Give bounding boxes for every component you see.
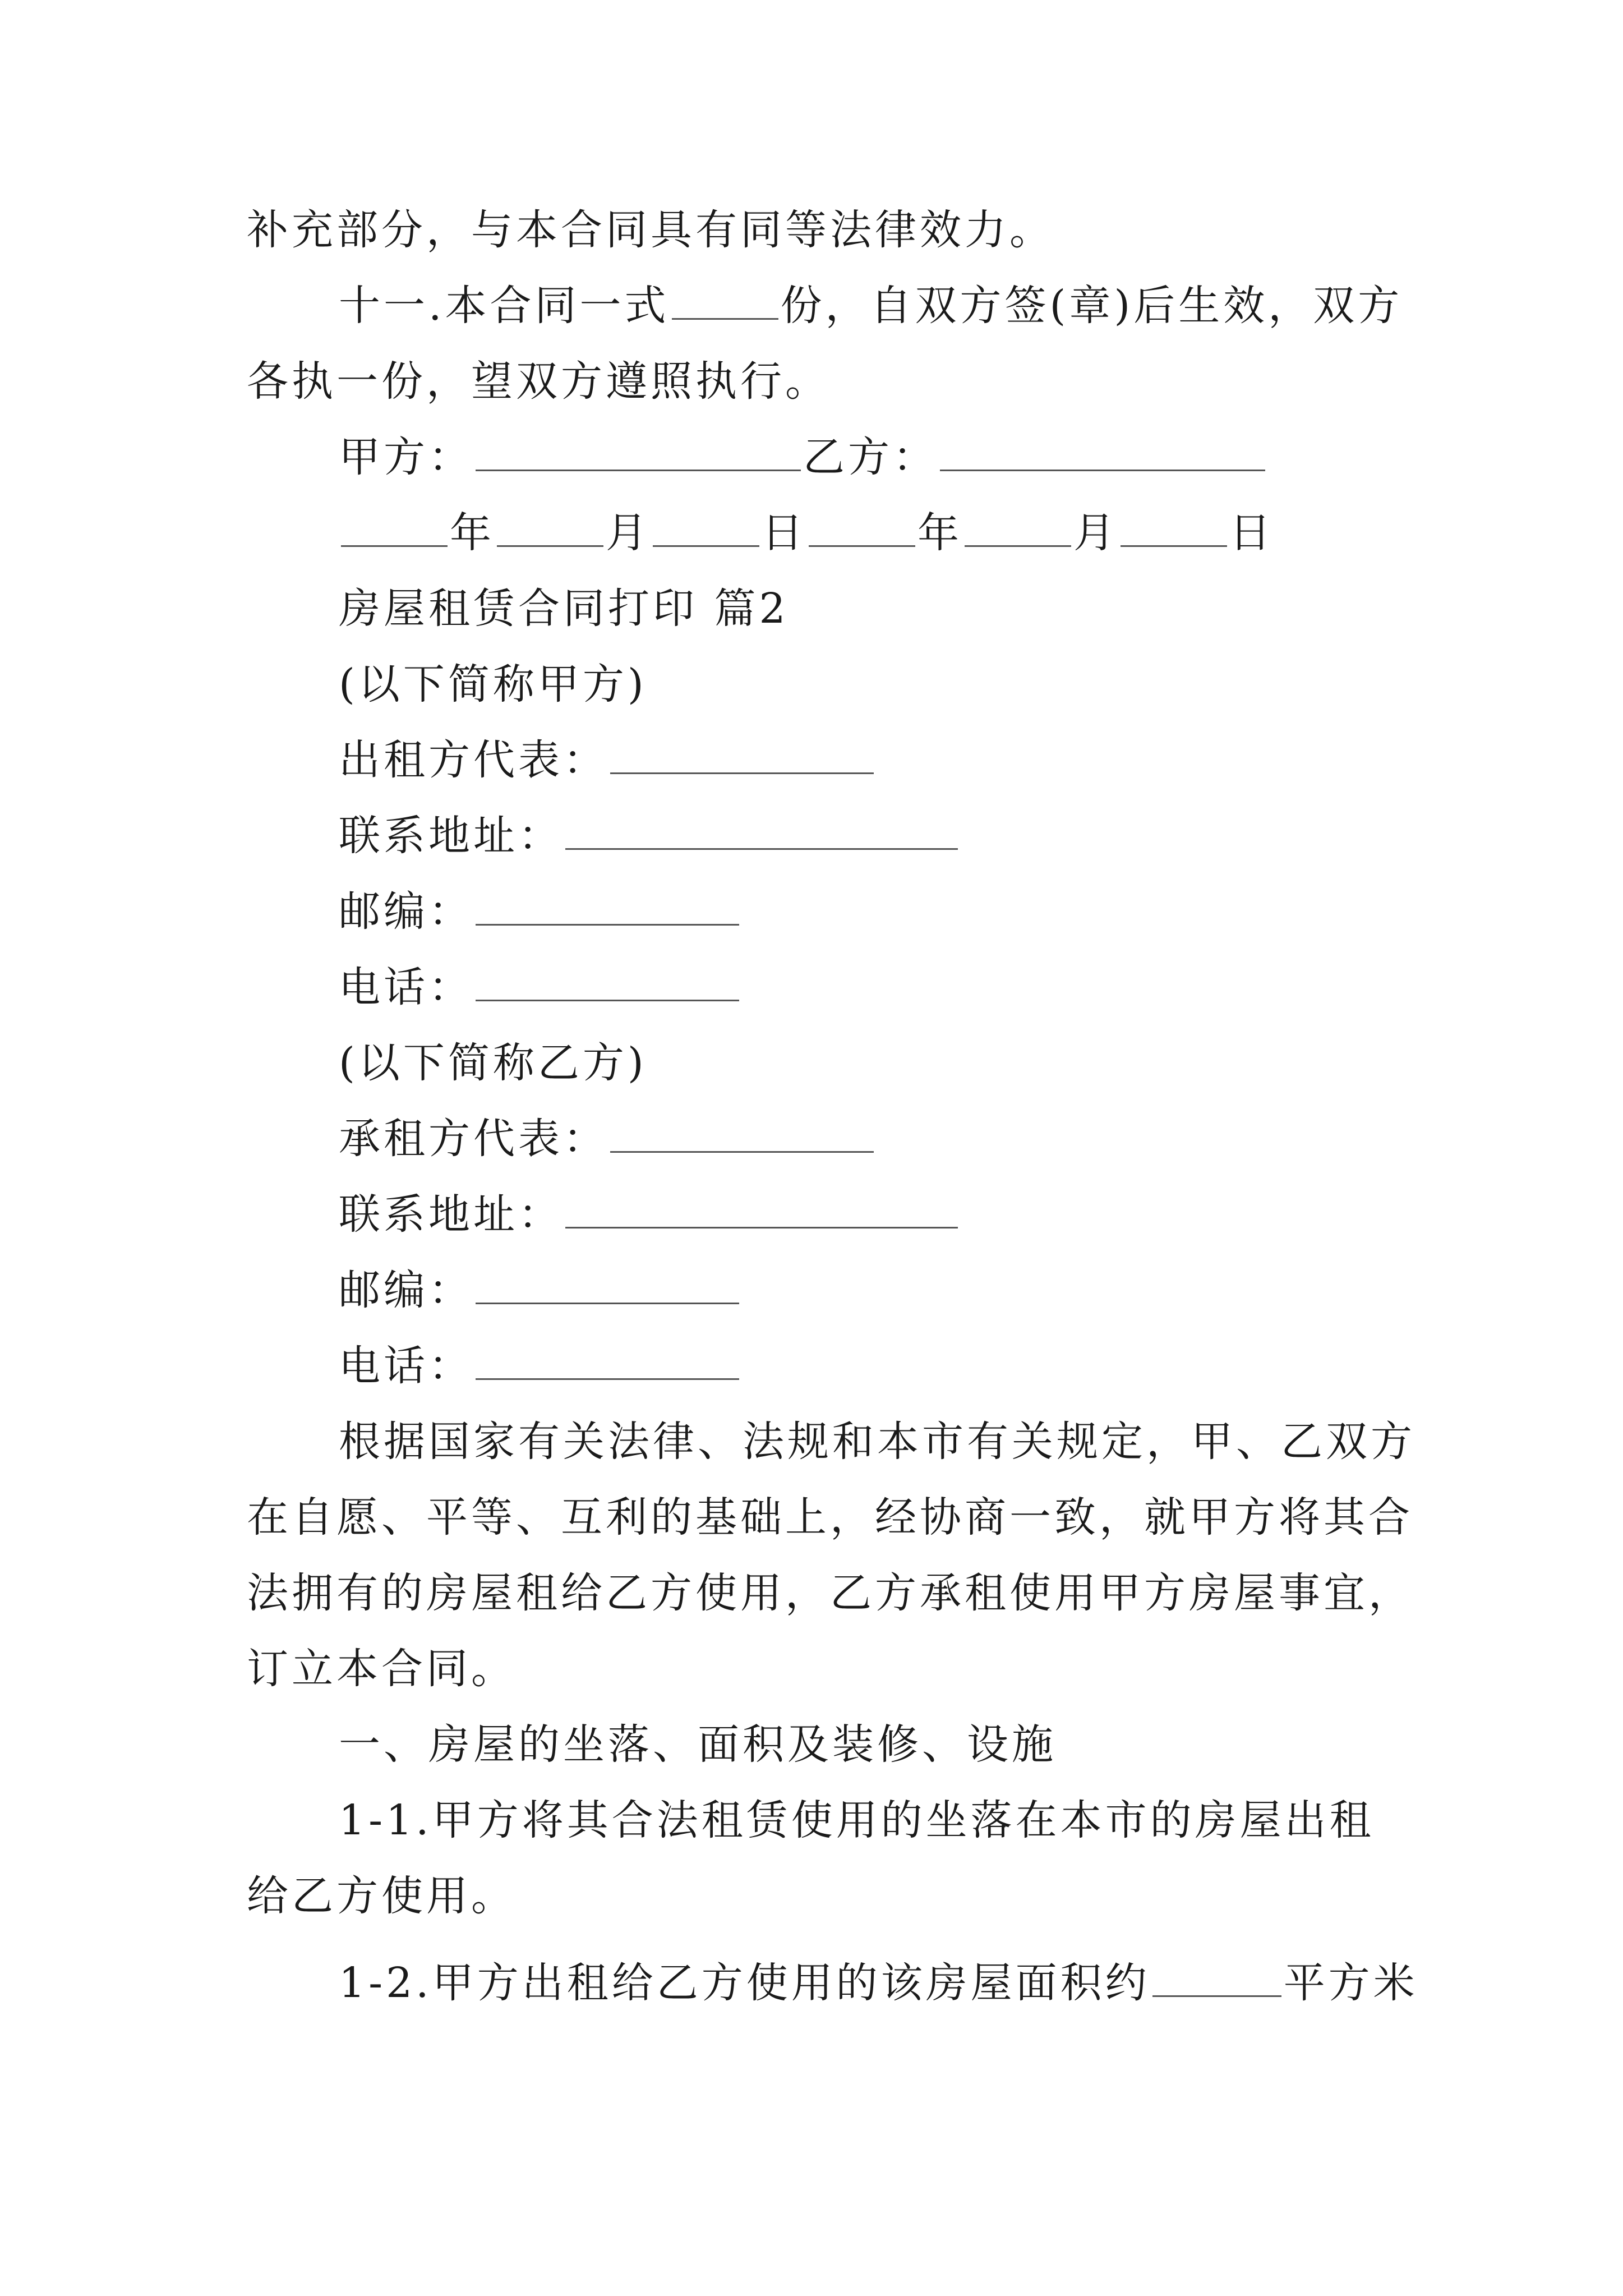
clause-line (247, 1868, 516, 1924)
field-line (339, 959, 741, 1015)
clause-text: 十一.本合同一式 (339, 282, 670, 330)
paragraph-line (339, 1414, 1415, 1470)
year-label: 年 (917, 509, 962, 557)
clause-text: 平方米 (1283, 1959, 1418, 2007)
clause-line (339, 1955, 1418, 2011)
section-title-text: 一、房屋的坐落、面积及装修、设施 (339, 1720, 1057, 1769)
clause-text: 份，自双方签(章)后生效，双方 (780, 282, 1403, 330)
field-line (339, 808, 960, 864)
day-label: 日 (762, 509, 806, 557)
year-blank[interactable] (341, 506, 448, 547)
lessee-phone-blank[interactable] (476, 1339, 739, 1380)
party-b-signature-blank[interactable] (940, 430, 1265, 471)
lessee-zip-blank[interactable] (476, 1263, 739, 1304)
field-label: 电话： (339, 963, 473, 1011)
field-label: 联系地址： (339, 812, 563, 860)
year-blank[interactable] (809, 506, 915, 547)
text-line (247, 353, 830, 409)
section-heading (339, 581, 789, 637)
party-b-note: (以下简称乙方) (339, 1039, 647, 1087)
paragraph-line (247, 1565, 1413, 1621)
clause-text: 补充部分，与本合同具有同等法律效力。 (247, 206, 1054, 254)
clause-text: 1-2.甲方出租给乙方使用的该房屋面积约 (339, 1959, 1150, 2007)
field-label: 邮编： (339, 1266, 473, 1314)
text-line (339, 278, 1403, 334)
field-line (339, 732, 876, 788)
field-line (339, 1186, 960, 1243)
clause-text: 1-1.甲方将其合法租赁使用的坐落在本市的房屋出租 (339, 1796, 1375, 1844)
field-line (339, 884, 741, 940)
paragraph-text: 根据国家有关法律、法规和本市有关规定，甲、乙双方 (339, 1418, 1415, 1466)
month-label: 月 (1073, 509, 1118, 557)
day-blank[interactable] (653, 506, 759, 547)
copies-blank[interactable] (672, 279, 778, 320)
party-a-signature-blank[interactable] (476, 430, 801, 471)
paragraph-line (247, 1489, 1413, 1545)
paragraph-text: 订立本合同。 (247, 1645, 516, 1693)
lessee-rep-blank[interactable] (610, 1112, 874, 1153)
month-blank[interactable] (497, 506, 603, 547)
field-line (339, 1338, 741, 1394)
lessee-address-blank[interactable] (565, 1188, 958, 1228)
text-line (339, 656, 647, 712)
day-blank[interactable] (1121, 506, 1227, 547)
paragraph-text: 在自愿、平等、互利的基础上，经协商一致，就甲方将其合 (247, 1493, 1413, 1542)
clause-text: 各执一份，望双方遵照执行。 (247, 357, 830, 406)
month-blank[interactable] (965, 506, 1071, 547)
field-label: 电话： (339, 1342, 473, 1390)
month-label: 月 (606, 509, 651, 557)
lessor-rep-blank[interactable] (610, 733, 874, 774)
section-title (339, 1717, 1057, 1773)
lessor-phone-blank[interactable] (476, 960, 739, 1001)
field-line (339, 1111, 876, 1167)
paragraph-text: 法拥有的房屋租给乙方使用，乙方承租使用甲方房屋事宜， (247, 1569, 1413, 1617)
party-b-label: 乙方： (803, 433, 938, 481)
text-line (247, 202, 1054, 258)
field-label: 邮编： (339, 887, 473, 936)
paragraph-line (247, 1641, 516, 1697)
field-line (339, 1262, 741, 1318)
day-label: 日 (1229, 509, 1274, 557)
signature-line (339, 429, 1267, 485)
party-a-note: (以下简称甲方) (339, 660, 647, 708)
area-blank[interactable] (1152, 1956, 1281, 1997)
clause-text: 给乙方使用。 (247, 1872, 516, 1920)
field-label: 出租方代表： (339, 736, 608, 784)
heading-text: 房屋租赁合同打印 篇2 (339, 585, 789, 633)
year-label: 年 (450, 509, 495, 557)
date-line (339, 505, 1274, 561)
party-a-label: 甲方： (339, 433, 473, 481)
lessor-address-blank[interactable] (565, 809, 958, 850)
lessor-zip-blank[interactable] (476, 885, 739, 926)
field-label: 承租方代表： (339, 1115, 608, 1163)
field-label: 联系地址： (339, 1190, 563, 1239)
text-line (339, 1035, 647, 1091)
clause-line (339, 1792, 1375, 1848)
